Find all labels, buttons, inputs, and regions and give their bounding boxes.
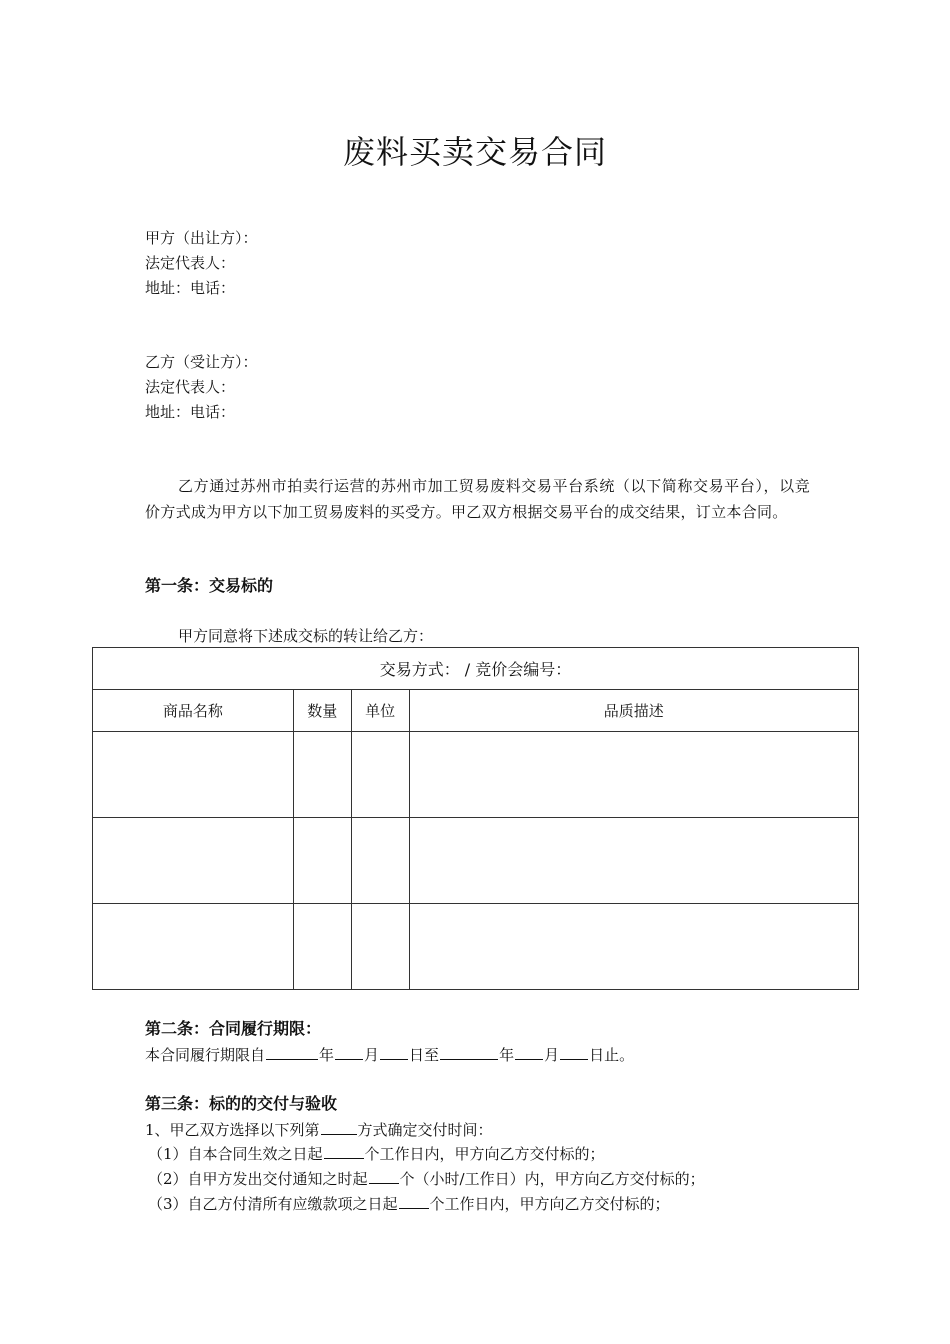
start-day-blank xyxy=(380,1041,408,1060)
delivery-option-text: 1、甲乙双方选择以下列第 xyxy=(145,1121,320,1139)
table-cell xyxy=(93,818,294,904)
contract-period-line xyxy=(145,1041,634,1067)
delivery-option-blank xyxy=(321,1116,357,1135)
table-cell xyxy=(93,904,294,990)
option-2-blank xyxy=(369,1165,399,1184)
table-cell xyxy=(351,732,409,818)
period-end-label: 日止。 xyxy=(589,1046,635,1064)
column-header-product-name: 商品名称 xyxy=(93,690,294,732)
article-1-heading: 第一条：交易标的 xyxy=(145,576,274,595)
table-cell xyxy=(409,818,858,904)
article-1-text: 甲方同意将下述成交标的转让给乙方： xyxy=(178,627,434,645)
period-to-label: 日至 xyxy=(409,1046,440,1064)
trade-method-cell: 交易方式： / 竞价会编号： xyxy=(93,648,859,690)
period-year-label: 年 xyxy=(319,1046,335,1064)
option-3-text-end: 个工作日内，甲方向乙方交付标的； xyxy=(429,1195,670,1213)
table-cell xyxy=(293,818,351,904)
end-day-blank xyxy=(560,1041,588,1060)
table-cell xyxy=(351,818,409,904)
option-1-text-end: 个工作日内，甲方向乙方交付标的； xyxy=(364,1145,605,1163)
start-month-blank xyxy=(335,1041,363,1060)
table-column-header-row xyxy=(93,690,859,732)
party-b-name-label: 乙方（受让方）： xyxy=(145,353,258,371)
column-header-quantity: 数量 xyxy=(293,690,351,732)
period-text-start: 本合同履行期限自 xyxy=(145,1046,266,1064)
start-year-blank xyxy=(266,1041,318,1060)
delivery-option-text-end: 方式确定交付时间： xyxy=(357,1121,493,1139)
delivery-option-2 xyxy=(148,1165,705,1191)
period-end-year-label: 年 xyxy=(499,1046,515,1064)
option-2-text: （2）自甲方发出交付通知之时起 xyxy=(148,1170,368,1188)
period-month-label: 月 xyxy=(364,1046,380,1064)
delivery-option-3 xyxy=(148,1190,670,1216)
option-1-text: （1）自本合同生效之日起 xyxy=(148,1145,323,1163)
end-month-blank xyxy=(515,1041,543,1060)
period-end-month-label: 月 xyxy=(544,1046,560,1064)
intro-paragraph: 乙方通过苏州市拍卖行运营的苏州市加工贸易废料交易平台系统（以下简称交易平台），以竞价方式成为甲方以下加工贸易废料的买受方。甲乙双方根据交易平台的成交结果，订立本合同。 xyxy=(145,477,810,521)
article-3-heading: 第三条：标的的交付与验收 xyxy=(145,1094,338,1113)
column-header-quality: 品质描述 xyxy=(409,690,858,732)
table-row xyxy=(93,818,859,904)
end-year-blank xyxy=(440,1041,498,1060)
column-header-unit: 单位 xyxy=(351,690,409,732)
delivery-option-line xyxy=(145,1116,493,1142)
party-a-name-label: 甲方（出让方）： xyxy=(145,229,258,247)
option-1-blank xyxy=(324,1140,364,1159)
table-cell xyxy=(93,732,294,818)
table-cell xyxy=(409,732,858,818)
table-cell xyxy=(351,904,409,990)
party-a-address-label: 地址：电话： xyxy=(145,279,236,297)
goods-table xyxy=(92,647,859,990)
table-cell xyxy=(293,904,351,990)
party-b-rep-label: 法定代表人： xyxy=(145,378,236,396)
option-3-text: （3）自乙方付清所有应缴款项之日起 xyxy=(148,1195,398,1213)
table-cell xyxy=(409,904,858,990)
article-2-heading: 第二条：合同履行期限： xyxy=(145,1019,322,1038)
option-3-blank xyxy=(399,1190,429,1209)
delivery-option-1 xyxy=(148,1140,605,1166)
option-2-text-end: 个（小时/工作日）内，甲方向乙方交付标的； xyxy=(399,1170,705,1188)
table-header-row xyxy=(93,648,859,690)
table-row xyxy=(93,732,859,818)
document-title: 废料买卖交易合同 xyxy=(342,133,607,171)
table-row xyxy=(93,904,859,990)
party-a-rep-label: 法定代表人： xyxy=(145,254,236,272)
table-cell xyxy=(293,732,351,818)
party-b-address-label: 地址：电话： xyxy=(145,403,236,421)
